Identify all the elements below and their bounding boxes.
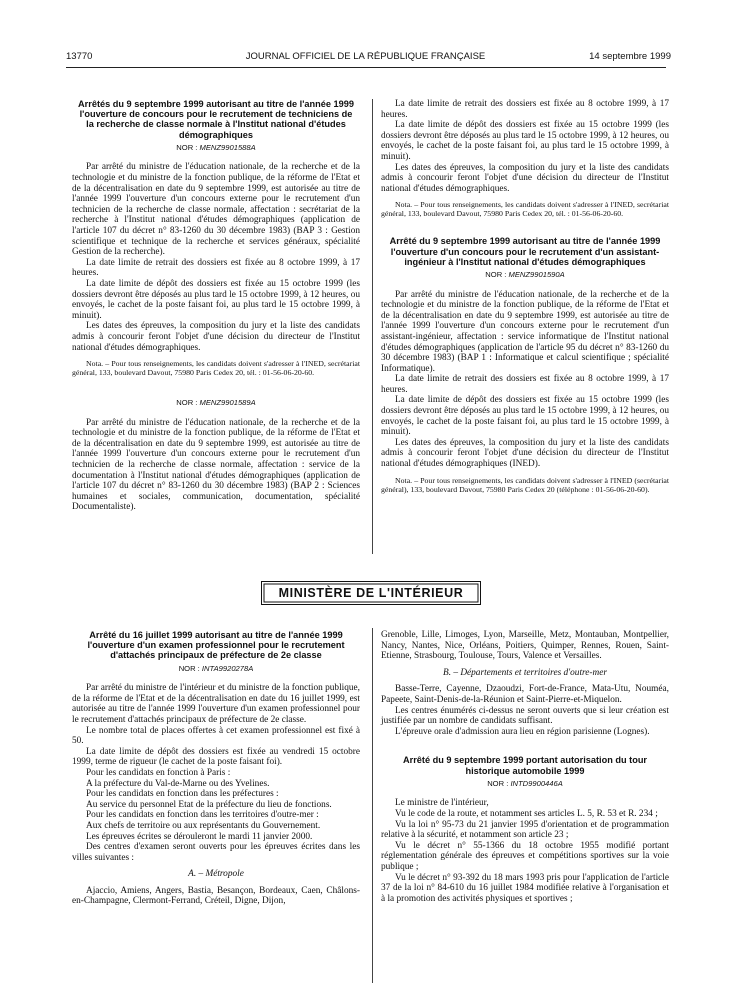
arrete-1-note: Nota. – Pour tous renseignements, les candidats doivent s'adresser à l'INED, secrétariat général, 133, boulevard Davout, 75980 Paris Cedex 20, tél. : 01-56-06-20-60. (72, 359, 360, 378)
arrete-5-paragraph: Vu le décret n° 93-392 du 18 mars 1993 pris pour l'application de l'article 37 de la loi n° 84-610 du 16 juillet 1984 modifiée relative à l'organisation et à la promotion des activités physiques et sportives ; (381, 872, 669, 904)
arrete-4-paragraph: Pour les candidats en fonction dans les préfectures : (86, 789, 279, 800)
arrete-3-title: Arrêté du 9 septembre 1999 autorisant au titre de l'année 1999 l'ouverture d'un concours pour le recrutement d'un assistant-ingénieur à l'Institut national d'études démographiques (389, 236, 661, 267)
left-top-column (72, 99, 360, 513)
arrete-2-note: Nota. – Pour tous renseignements, les candidats doivent s'adresser à l'INED, secrétariat général, 133, boulevard Davout, 75980 Paris Cedex 20, tél. : 01-56-06-20-60. (381, 200, 669, 219)
arrete-4-paragraph: Des centres d'examen seront ouverts pour les épreuves écrites dans les villes suivantes : (72, 842, 360, 863)
issue-date: 14 septembre 1999 (589, 51, 671, 62)
arrete-3-paragraph: Par arrêté du ministre de l'éducation nationale, de la recherche et de la technologie et du ministre de la fonction publique, de la réforme de l'Etat et de la décentralisation en date du 9 septembre 1999, est autorisée au titre de l'année 1999 l'ouverture d'un concours externe pour le recrutement d'un assistant-ingénieur, affectation : service informatique de l'Institut national d'études démographiques (application de l'article 95 du décret n° 83-1260 du 30 décembre 1983) (BAP 1 : Informatique et calcul scientifique ; spécialité Informatique). (381, 289, 669, 374)
arrete-5-paragraph: Vu le décret n° 55-1366 du 18 octobre 1955 modifié portant réglementation générale des épreuves et compétitions sportives sur la voie publique ; (381, 840, 669, 872)
arrete-1-paragraph: Par arrêté du ministre de l'éducation nationale, de la recherche et de la technologie et du ministre de la fonction publique, de la réforme de l'Etat et de la décentralisation en date du 9 septembre 1999, est autorisée au titre de l'année 1999 l'ouverture d'un concours externe pour le recrutement d'un technicien de la recherche de classe normale, affectation : secrétariat de la recherche à l'Institut national d'études démographiques (application de l'article 107 du décret n° 83-1260 du 30 décembre 1983) (BAP 3 : Gestion scientifique et technique de la recherche et services généraux, spécialité Gestion de la recherche). (72, 162, 360, 258)
right-bottom-column (381, 630, 669, 904)
arrete-4-paragraph: Pour les candidats en fonction dans les territoires d'outre-mer : (86, 810, 319, 821)
arrete-1-paragraph: Les dates des épreuves, la composition du jury et la liste des candidats admis à concourir feront l'objet d'une décision du directeur de l'Institut national d'études démographiques. (72, 321, 360, 353)
arrete-4-paragraph: Aux chefs de territoire ou aux représentants du Gouvernement. (86, 820, 321, 831)
arrete-5-paragraph: Vu le code de la route, et notamment ses articles L. 5, R. 53 et R. 234 ; (395, 808, 658, 819)
arrete-4-paragraph: Ajaccio, Amiens, Angers, Bastia, Besançon, Bordeaux, Caen, Châlons-en-Champagne, Clermont-Ferrand, Créteil, Digne, Dijon, (72, 885, 360, 907)
arrete-4-paragraph: Basse-Terre, Cayenne, Dzaoudzi, Fort-de-France, Mata-Utu, Nouméa, Papeete, Saint-Denis-de-la-Réunion et Saint-Pierre-et-Miquelon. (381, 684, 669, 705)
arrete-3-paragraph: Les dates des épreuves, la composition du jury et la liste des candidats admis à concourir feront l'objet d'une décision du directeur de l'Institut national d'études démographiques (INED). (381, 437, 669, 470)
arrete-5-paragraph: Vu la loi n° 95-73 du 21 janvier 1995 d'orientation et de programmation relative à la sécurité, et notamment son article 23 ; (381, 819, 669, 841)
arrete-2-paragraph: La date limite de retrait des dossiers est fixée au 8 octobre 1999, à 17 heures. (381, 99, 669, 120)
arrete-3-nor: NOR : MENZ9901590A (485, 269, 565, 279)
arrete-3-paragraph: La date limite de dépôt des dossiers est fixée au 15 octobre 1999 (les dossiers devront être déposés au plus tard le 15 octobre 1999, à 12 heures, ou envoyés, le cachet de la poste faisant foi, au plus tard le 15 octobre 1999, à minuit). (381, 395, 669, 438)
section-outre-mer: B. – Départements et territoires d'outre-mer (443, 667, 607, 678)
arrete-4-paragraph: Pour les candidats en fonction à Paris : (86, 767, 231, 778)
arrete-2-paragraph: Les dates des épreuves, la composition du jury et la liste des candidats admis à concourir feront l'objet d'une décision du directeur de l'Institut national d'études démographiques. (381, 162, 669, 194)
arrete-5-nor: NOR : INTD9900446A (487, 778, 563, 788)
column-divider (372, 99, 373, 554)
arrete-4-paragraph: Par arrêté du ministre de l'intérieur et du ministre de la fonction publique, de la réforme de l'Etat et de la décentralisation en date du 16 juillet 1999, est autorisée au titre de l'année 1999 l'ouverture d'un examen professionnel pour le recrutement d'attachés principaux de préfecture de 2e classe. (72, 683, 360, 725)
right-top-column (381, 99, 669, 494)
arrete-4-paragraph: Les épreuves écrites se dérouleront le mardi 11 janvier 2000. (86, 831, 313, 842)
arrete-3-note: Nota. – Pour tous renseignements, les candidats doivent s'adresser à l'INED (secrétariat général), 133, boulevard Davout, 75980 Paris Cedex 20 (téléphone : 01-56-06-20-60). (381, 475, 669, 494)
arrete-4-title: Arrêté du 16 juillet 1999 autorisant au titre de l'année 1999 l'ouverture d'un examen professionnel pour le recrutement d'attachés principaux de préfecture de 2e classe (87, 630, 345, 661)
arrete-5-title: Arrêté du 9 septembre 1999 portant autorisation du tour historique automobile 1999 (402, 755, 648, 776)
ministry-heading: MINISTÈRE DE L'INTÉRIEUR (261, 581, 481, 605)
arrete-2-paragraph: La date limite de dépôt des dossiers est fixée au 15 octobre 1999 (les dossiers devront être déposés au plus tard le 15 octobre 1999, à 12 heures, ou envoyés, le cachet de la poste faisant foi, au plus tard le 15 octobre 1999, à minuit). (381, 120, 669, 162)
arrete-4-paragraph: Grenoble, Lille, Limoges, Lyon, Marseille, Metz, Montauban, Montpellier, Nancy, Nantes, Nice, Orléans, Poitiers, Quimper, Rennes, Rouen, Saint-Etienne, Strasbourg, Toulouse, Tours, Valence et Versailles. (381, 630, 669, 662)
arrete-2-nor: NOR : MENZ9901589A (176, 398, 256, 408)
left-bottom-column (72, 630, 360, 907)
section-metropole: A. – Métropole (188, 869, 244, 880)
arrete-4-paragraph: Le nombre total de places offertes à cet examen professionnel est fixé à 50. (72, 725, 360, 747)
page-header (0, 51, 731, 67)
arrete-4-paragraph: Au service du personnel Etat de la préfecture du lieu de fonctions. (86, 799, 332, 810)
arrete-4-paragraph: L'épreuve orale d'admission aura lieu en région parisienne (Lognes). (395, 726, 650, 737)
arrete-4-paragraph: La date limite de dépôt des dossiers est fixée au vendredi 15 octobre 1999, terme de rigueur (le cachet de la poste faisant foi). (72, 746, 360, 768)
arrete-4-nor: NOR : INTA9920278A (178, 663, 254, 673)
arrete-4-paragraph: A la préfecture du Val-de-Marne ou des Yvelines. (86, 778, 270, 789)
arrete-4-paragraph: Les centres énumérés ci-dessus ne seront ouverts que si leur création est justifiée par un nombre de candidats suffisant. (381, 705, 669, 727)
header-rule (66, 67, 666, 68)
arrete-1-paragraph: La date limite de retrait des dossiers est fixée au 8 octobre 1999, à 17 heures. (72, 257, 360, 279)
arrete-1-title: Arrêtés du 9 septembre 1999 autorisant au titre de l'année 1999 l'ouverture de concours pour le recrutement de techniciens de la recherche de classe normale à l'Institut national d'études démographiques (78, 99, 354, 140)
journal-title: JOURNAL OFFICIEL DE LA RÉPUBLIQUE FRANÇAISE (245, 51, 486, 62)
column-divider (372, 628, 373, 983)
arrete-1-paragraph: La date limite de dépôt des dossiers est fixée au 15 octobre 1999 (les dossiers devront être déposés au plus tard le 15 octobre 1999, à 12 heures, ou envoyés, le cachet de la poste faisant foi, au plus tard le 15 octobre 1999, à minuit). (72, 278, 360, 321)
arrete-2-paragraph: Par arrêté du ministre de l'éducation nationale, de la recherche et de la technologie et du ministre de la fonction publique, de la réforme de l'Etat et de la décentralisation en date du 9 septembre 1999, est autorisée au titre de l'année 1999 l'ouverture d'un concours externe pour le recrutement d'un technicien de la recherche de classe normale, affectation : service de la documentation à l'Institut national d'études démographiques (application de l'article 107 du décret n° 83-1260 du 30 décembre 1983) (BAP 2 : Sciences humaines et sociales, communication, documentation, spécialité Documentaliste). (72, 417, 360, 513)
arrete-5-paragraph: Le ministre de l'intérieur, (395, 798, 489, 809)
arrete-1-nor: NOR : MENZ9901588A (176, 142, 256, 152)
page-number: 13770 (66, 51, 93, 62)
arrete-3-paragraph: La date limite de retrait des dossiers est fixée au 8 octobre 1999, à 17 heures. (381, 374, 669, 395)
